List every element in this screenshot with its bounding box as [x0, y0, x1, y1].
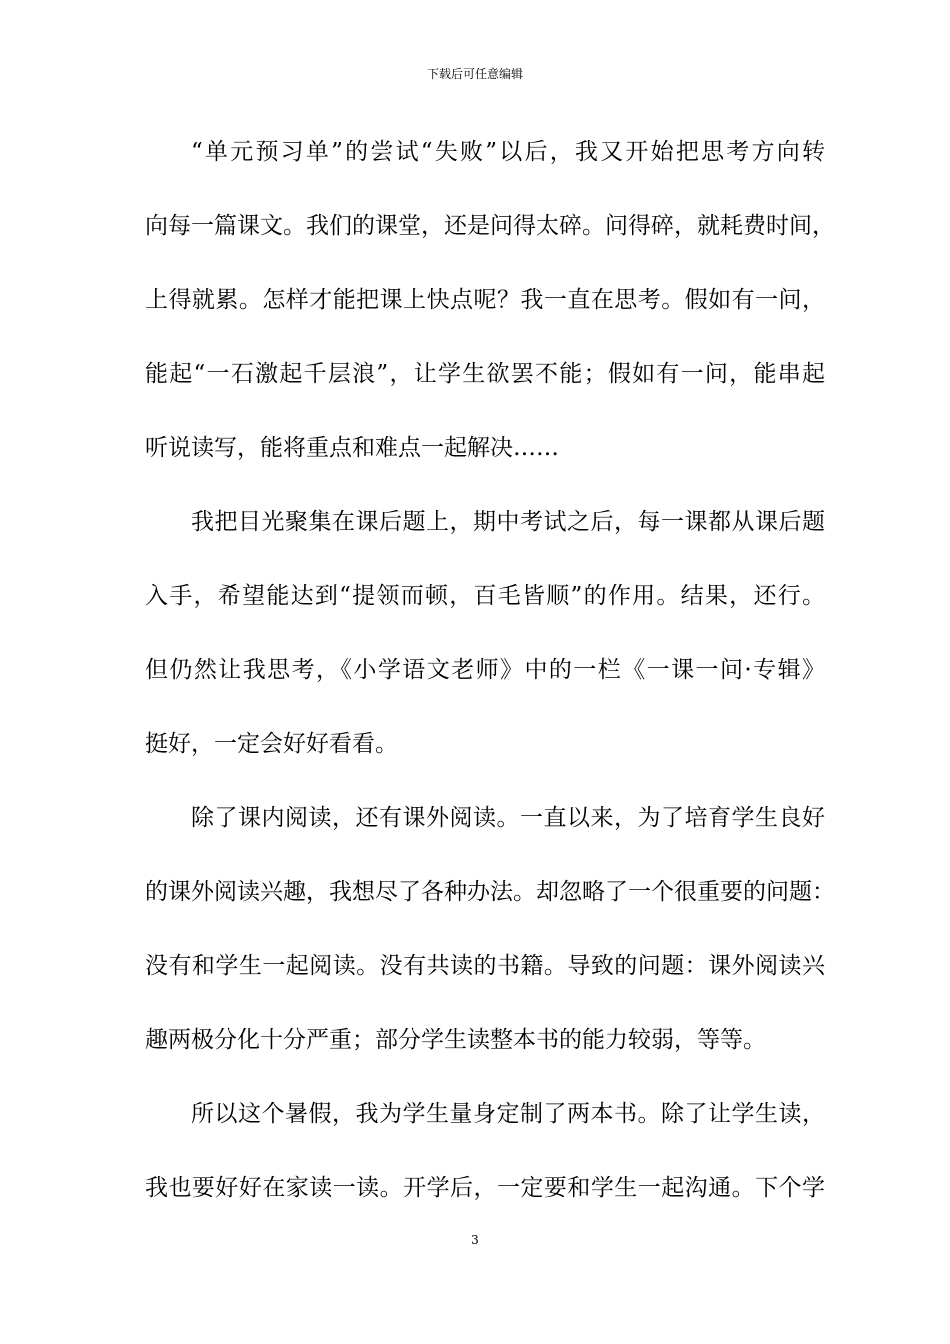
paragraph-line: 所以这个暑假，我为学生量身定制了两本书。除了让学生读，: [191, 1101, 825, 1127]
page-header: 下载后可任意编辑: [426, 67, 523, 81]
paragraph-line: 的课外阅读兴趣，我想尽了各种办法。却忽略了一个很重要的问题：: [145, 879, 835, 905]
paragraph-line: 没有和学生一起阅读。没有共读的书籍。导致的问题：课外阅读兴: [145, 953, 825, 979]
body-text: [145, 130, 835, 1240]
paragraph-line: 除了课内阅读，还有课外阅读。一直以来，为了培育学生良好: [191, 805, 825, 831]
paragraph-line: 但仍然让我思考，《小学语文老师》中的一栏《一课一问·专辑》: [145, 657, 825, 683]
paragraph-line: 能起“一石激起千层浪”，让学生欲罢不能；假如有一问，能串起: [145, 361, 825, 387]
paragraph-line: 听说读写，能将重点和难点一起解决……: [145, 435, 559, 461]
paragraph-line: 我把目光聚集在课后题上，期中考试之后，每一课都从课后题: [191, 509, 825, 535]
paragraph-line: 我也要好好在家读一读。开学后，一定要和学生一起沟通。下个学: [145, 1175, 825, 1201]
paragraph-line: 入手，希望能达到“提领而顿，百毛皆顺”的作用。结果，还行。: [145, 583, 825, 609]
page-number: 3: [471, 1233, 479, 1247]
paragraph-line: 向每一篇课文。我们的课堂，还是问得太碎。问得碎，就耗费时间，: [145, 213, 835, 239]
paragraph-line: 挺好，一定会好好看看。: [145, 731, 398, 757]
paragraph-line: 上得就累。怎样才能把课上快点呢？我一直在思考。假如有一问，: [145, 287, 825, 313]
paragraph-line: “单元预习单”的尝试“失败”以后，我又开始把思考方向转: [191, 139, 825, 165]
paragraph-line: 趣两极分化十分严重；部分学生读整本书的能力较弱，等等。: [145, 1027, 766, 1053]
